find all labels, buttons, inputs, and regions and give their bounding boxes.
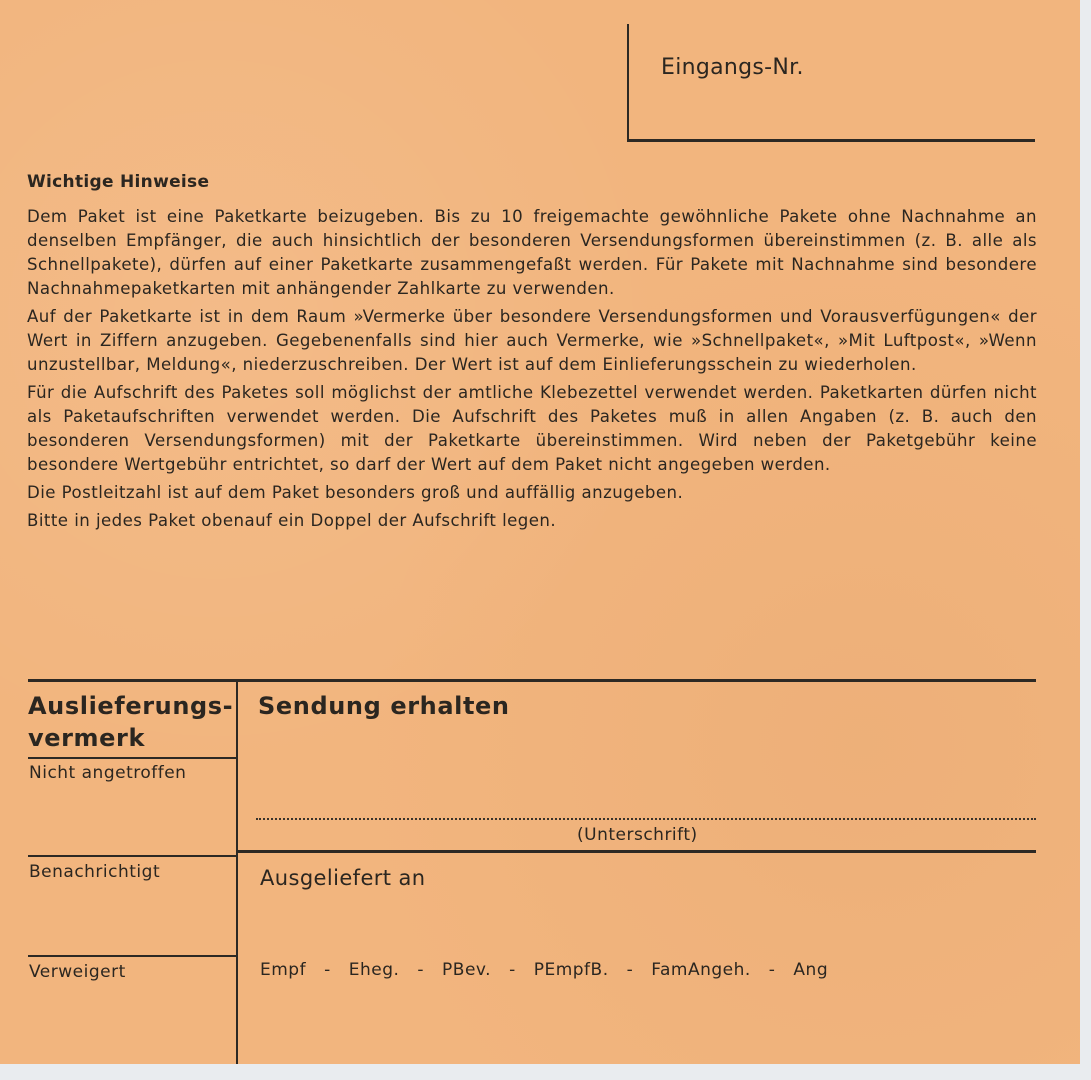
nicht-angetroffen-label: Nicht angetroffen xyxy=(29,763,187,783)
unterschrift-label: (Unterschrift) xyxy=(577,825,698,845)
eingang-box-bottom-rule xyxy=(627,139,1035,142)
hinweise-title: Wichtige Hinweise xyxy=(27,172,210,192)
hinweise-paragraph: Bitte in jedes Paket obenauf ein Doppel der Aufschrift legen. xyxy=(27,511,557,530)
right-col-divider-rule xyxy=(236,850,1036,853)
hinweise-paragraph: Auf der Paketkarte ist in dem Raum »Vermerke über besondere Versendungsformen und Vorausverfügungen« der Wert in Ziffern anzugeben. Gegebenenfalls sind hier auch Vermerke, wie »Schnellpaket«, »Mit Luftpost«, »Wenn unzustellbar, Meldung«, niederzuschreiben. Der Wert ist auf dem Einlieferungsschein zu wiederholen. xyxy=(27,307,1037,374)
recipient-option: FamAngeh. xyxy=(651,960,751,980)
separator-dash: - xyxy=(768,960,776,980)
separator-dash: - xyxy=(417,960,425,980)
verweigert-label: Verweigert xyxy=(29,962,126,982)
left-col-rule-2 xyxy=(28,855,236,857)
signature-dotted-line xyxy=(256,818,1036,820)
recipient-option: Empf xyxy=(260,960,307,980)
recipient-option: Ang xyxy=(793,960,829,980)
left-col-rule-1 xyxy=(28,757,236,759)
recipient-options-row xyxy=(260,960,960,980)
separator-dash: - xyxy=(626,960,634,980)
hinweise-text xyxy=(27,205,1037,537)
benachrichtigt-label: Benachrichtigt xyxy=(29,862,161,882)
hinweise-paragraph: Die Postleitzahl ist auf dem Paket besonders groß und auffällig anzugeben. xyxy=(27,483,684,502)
hinweise-paragraph: Dem Paket ist eine Paketkarte beizugeben. Bis zu 10 freigemachte gewöhnliche Pakete ohne Nachnahme an denselben Empfänger, die auch hinsichtlich der besonderen Versendungsformen übereinstimmen (z. B. alle als Schnellpakete), dürfen auf einer Paketkarte zusammengefaßt werden. Für Pakete mit Nachnahme sind besondere Nachnahmepaketkarten mit anhängender Zahlkarte zu verwenden. xyxy=(27,207,1037,298)
sendung-erhalten-label: Sendung erhalten xyxy=(258,692,510,720)
hinweise-paragraph: Für die Aufschrift des Paketes soll möglichst der amtliche Klebezettel verwendet werden. Paketkarten dürfen nicht als Paketaufschriften verwendet werden. Die Aufschrift des Paketes muß in allen Angaben (z. B. auch den besonderen Versendungsformen) mit der Paketkarte übereinstimmen. Wird neben der Paketgebühr keine besondere Wertgebühr entrichtet, so darf der Wert auf dem Paket nicht angegeben werden. xyxy=(27,383,1037,474)
recipient-option: Eheg. xyxy=(348,960,400,980)
left-col-rule-3 xyxy=(28,955,236,957)
ausgeliefert-an-label: Ausgeliefert an xyxy=(260,866,426,890)
recipient-option: PEmpfB. xyxy=(533,960,609,980)
separator-dash: - xyxy=(509,960,516,980)
form-top-rule xyxy=(28,679,1036,682)
auslieferungsvermerk-label: Auslieferungs- vermerk xyxy=(28,692,234,752)
eingangs-nr-label: Eingangs-Nr. xyxy=(661,55,804,80)
eingang-box-left-rule xyxy=(627,24,629,142)
form-vertical-rule xyxy=(236,682,238,1064)
separator-dash: - xyxy=(324,960,331,980)
recipient-option: PBev. xyxy=(442,960,492,980)
